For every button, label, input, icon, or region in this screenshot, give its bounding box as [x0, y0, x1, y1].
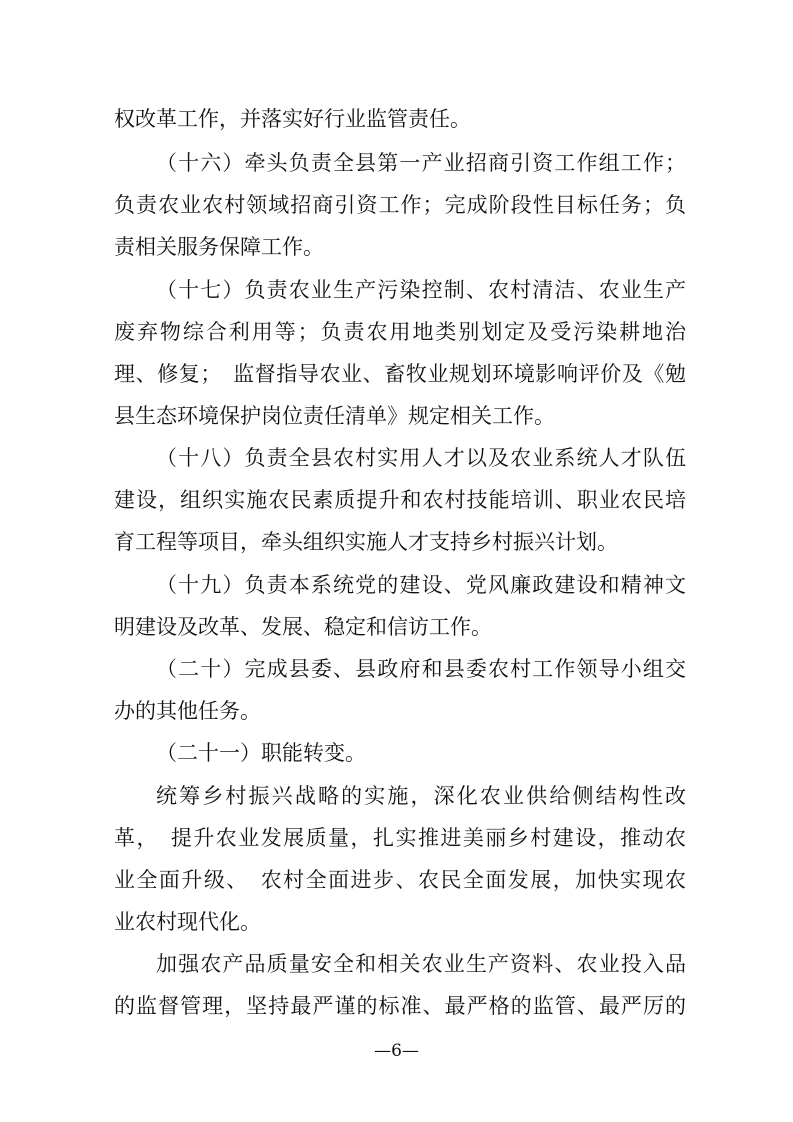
text-line: 办的其他任务。	[114, 699, 261, 723]
text-line: 的监督管理，坚持最严谨的标准、最严格的监管、最严厉的	[114, 994, 686, 1018]
text-line: 负责农业农村领域招商引资工作；完成阶段性目标任务；负	[114, 193, 686, 217]
text-line: （十七）负责农业生产污染控制、农村清洁、农业生产	[156, 278, 686, 302]
text-line: （二十一）职能转变。	[156, 741, 366, 765]
text-line: 育工程等项目，牵头组织实施人才支持乡村振兴计划。	[114, 530, 618, 554]
text-line: 责相关服务保障工作。	[114, 235, 324, 259]
text-line: 废弃物综合利用等；负责农用地类别划定及受污染耕地治	[114, 320, 686, 344]
text-line: 明建设及改革、发展、稳定和信访工作。	[114, 615, 492, 639]
text-line: （十六）牵头负责全县第一产业招商引资工作组工作；	[156, 151, 686, 175]
text-line: （十八）负责全县农村实用人才以及农业系统人才队伍	[156, 446, 686, 470]
page-number: —6—	[374, 1041, 419, 1061]
text-line: 权改革工作，并落实好行业监管责任。	[114, 107, 471, 131]
text-line: 业全面升级、 农村全面进步、农民全面发展，加快实现农	[114, 868, 686, 892]
text-line: 统筹乡村振兴战略的实施，深化农业供给侧结构性改	[156, 784, 686, 808]
text-line: （十九）负责本系统党的建设、党风廉政建设和精神文	[156, 573, 686, 597]
text-line: 加强农产品质量安全和相关农业生产资料、农业投入品	[156, 952, 686, 976]
text-line: 县生态环境保护岗位责任清单》规定相关工作。	[114, 404, 555, 428]
text-line: 建设，组织实施农民素质提升和农村技能培训、职业农民培	[114, 488, 686, 512]
text-line: 理、修复； 监督指导农业、畜牧业规划环境影响评价及《勉	[114, 362, 686, 386]
text-line: （二十）完成县委、县政府和县委农村工作领导小组交	[156, 657, 686, 681]
text-line: 革， 提升农业发展质量，扎实推进美丽乡村建设，推动农	[114, 826, 686, 850]
text-line: 业农村现代化。	[114, 910, 261, 934]
